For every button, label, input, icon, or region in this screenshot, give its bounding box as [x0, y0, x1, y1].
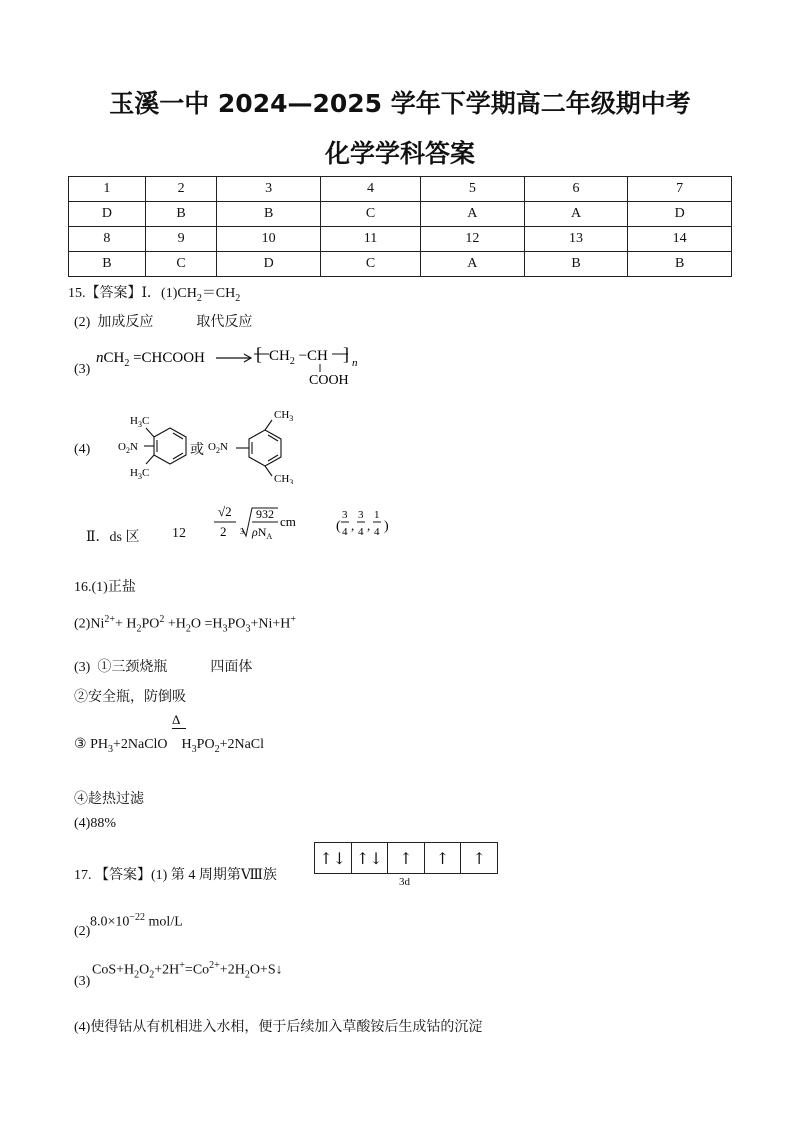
q15-ii-label: Ⅱ．ds 区 — [86, 530, 140, 545]
svg-text:1: 1 — [374, 509, 380, 521]
orbital-box: ↑ — [388, 843, 425, 873]
answer-cell: 14 — [628, 227, 732, 252]
svg-text:,: , — [367, 518, 371, 533]
answer-cell: 1 — [69, 177, 146, 202]
q16-part1: 16.(1)正盐 — [74, 580, 136, 595]
q15-part3-label: (3) — [74, 362, 91, 377]
answer-cell: 10 — [217, 227, 321, 252]
q16-part3-d: ④趁热过滤 — [74, 792, 144, 807]
orbital-box: ↑↓ — [352, 843, 389, 873]
svg-text:(: ( — [336, 519, 341, 534]
q15-part2: (2) 加成反应 取代反应 — [74, 315, 253, 330]
svg-text:4: 4 — [374, 526, 380, 538]
answer-table-row — [69, 227, 732, 252]
page-subtitle: 化学学科答案 — [324, 139, 475, 168]
q16-part4: (4)88% — [74, 816, 116, 831]
heat-symbol: Δ — [172, 712, 180, 728]
answer-cell: 4 — [320, 177, 420, 202]
svg-text:COOH: COOH — [309, 373, 349, 388]
answer-cell: A — [421, 202, 525, 227]
nitro-xylene-structures — [108, 404, 308, 484]
answer-cell: 12 — [421, 227, 525, 252]
q17-part3-label: (3) — [74, 974, 91, 989]
answer-cell: B — [145, 202, 216, 227]
answer-cell: B — [628, 252, 732, 277]
q17-part1: 17. 【答案】(1) 第 4 周期第Ⅷ族 — [74, 868, 277, 883]
answer-table-row — [69, 177, 732, 202]
svg-text:932: 932 — [256, 507, 274, 521]
q17-part4: (4)使得钴从有机相进入水相，便于后续加入草酸铵后生成钴的沉淀 — [74, 1020, 483, 1035]
answer-cell: D — [628, 202, 732, 227]
answer-cell: A — [524, 202, 628, 227]
answer-cell: 9 — [145, 227, 216, 252]
svg-text:,: , — [351, 518, 355, 533]
answer-cell: 5 — [421, 177, 525, 202]
svg-text:O2N: $O_2N$ — [208, 441, 228, 455]
svg-text:O2N: $O_2N$ — [118, 441, 138, 455]
svg-text:√2: √2 — [218, 504, 232, 519]
orbital-diagram — [314, 842, 498, 874]
q17-part3-equation: $CoS+H_2O_2+2H^+=Co^{2+}+2H_2O+S↓$ — [92, 960, 283, 981]
svg-text:nCH2 =CHCOOH: nCH$_2$ =CHCOOH — [96, 350, 205, 369]
svg-text:H3C: $H_3C$ — [130, 415, 150, 429]
answer-table — [68, 176, 732, 277]
svg-text:): ) — [384, 519, 389, 534]
orbital-box: ↑ — [425, 843, 462, 873]
answer-cell: 2 — [145, 177, 216, 202]
svg-text:3: 3 — [358, 509, 364, 521]
svg-text:n: n — [352, 357, 358, 369]
answer-cell: C — [320, 252, 420, 277]
answer-cell: 3 — [217, 177, 321, 202]
or-label: 或 — [190, 443, 204, 458]
answer-table-row — [69, 202, 732, 227]
answer-table-row — [69, 252, 732, 277]
svg-text:4: 4 — [358, 526, 364, 538]
q16-part2: $(2)Ni^{2+}+ H_2PO^2 +H_2O =H_3PO_3+Ni+H^+$ — [74, 614, 296, 635]
q16-part3: (3) ①三颈烧瓶 四面体 — [74, 660, 253, 675]
answer-cell: C — [145, 252, 216, 277]
answer-cell: B — [524, 252, 628, 277]
q15-ii-number: 12 — [172, 526, 186, 541]
svg-text:CH2 −CH: $CH_2 -CH$ — [269, 348, 328, 367]
svg-text:[: [ — [256, 344, 262, 364]
polymerization-equation — [94, 334, 374, 394]
answer-cell: B — [217, 202, 321, 227]
q15-part4-label: (4) — [74, 442, 91, 457]
answer-cell: 13 — [524, 227, 628, 252]
svg-text:2: 2 — [220, 524, 227, 539]
orbital-box: ↑ — [472, 848, 486, 868]
svg-text:3: 3 — [342, 509, 348, 521]
orbital-label: 3d — [399, 876, 410, 888]
svg-text:CH3: $CH_3$ — [274, 409, 294, 423]
page-title: 玉溪一中 2024—2025 学年下学期高二年级期中考 — [109, 89, 691, 118]
svg-text:cm: cm — [280, 514, 296, 529]
svg-text:H3C: $H_3C$ — [130, 467, 150, 481]
answer-cell: 8 — [69, 227, 146, 252]
svg-text:CH3: $CH_3$ — [274, 473, 294, 484]
answer-cell: D — [217, 252, 321, 277]
answer-cell: 11 — [320, 227, 420, 252]
q16-part3-c: ③ $PH_3+2NaClO$ $H_3PO_2+2NaCl$ — [74, 737, 265, 755]
orbital-box: ↑↓ — [315, 843, 352, 873]
q16-part3-b: ②安全瓶，防倒吸 — [74, 690, 186, 705]
answer-cell: D — [69, 202, 146, 227]
answer-cell: 7 — [628, 177, 732, 202]
lattice-formula — [212, 500, 412, 548]
q17-part2-label: (2) — [74, 924, 91, 939]
answer-cell: C — [320, 202, 420, 227]
svg-text:4: 4 — [342, 526, 348, 538]
answer-cell: A — [421, 252, 525, 277]
q17-part2-value: $8.0\times 10^{-22}$ mol/L — [90, 912, 183, 930]
q15-head: 15.【答案】Ⅰ．$(1)CH_2=CH_2$ — [68, 286, 241, 304]
svg-text:ρNA: $\rho N_A$ — [252, 525, 273, 541]
svg-text:3: 3 — [240, 527, 244, 536]
svg-text:]: ] — [343, 344, 349, 364]
answer-cell: 6 — [524, 177, 628, 202]
answer-cell: B — [69, 252, 146, 277]
